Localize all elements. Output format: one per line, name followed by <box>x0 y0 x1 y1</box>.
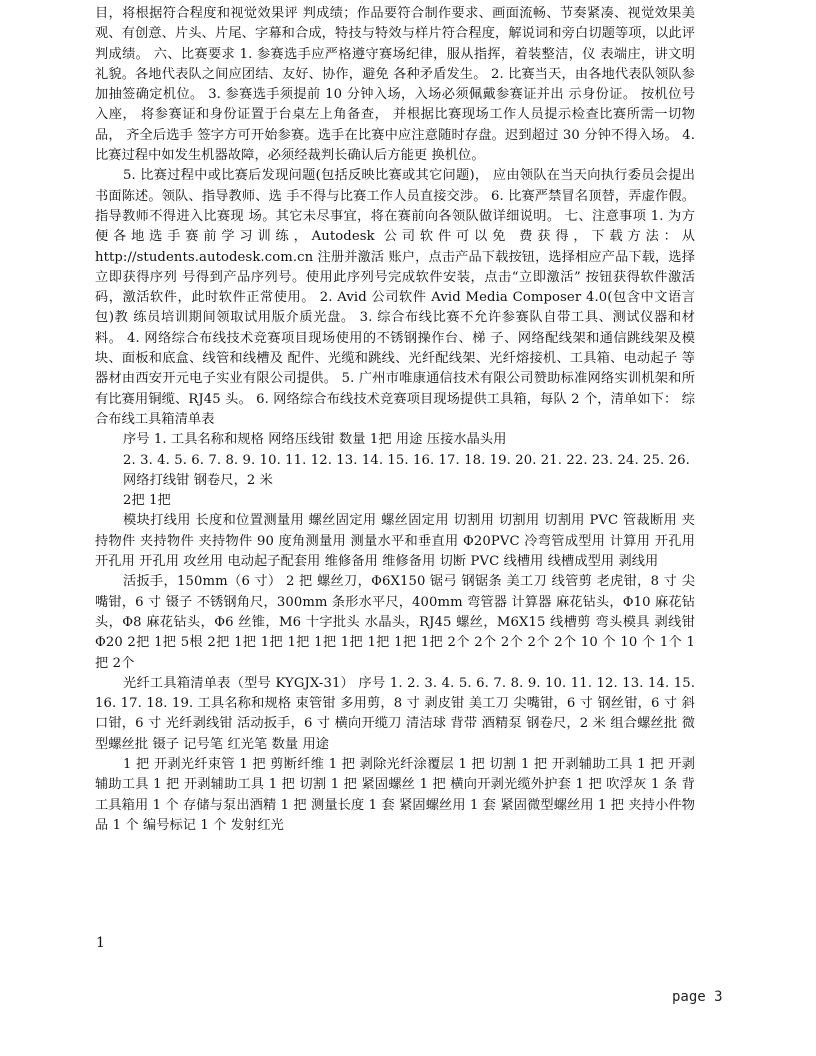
paragraph: 2把 1把 <box>123 493 171 509</box>
paragraph: 序号 1. 工具名称和规格 网络压线钳 数量 1把 用途 压接水晶头用 <box>123 432 507 448</box>
paragraph: 活扳手，150mm（6 寸） 2 把 螺丝刀，Φ6X150 锯弓 钢锯条 美工刀 线管剪 老虎钳，8 寸 尖嘴钳，6 寸 镊子 不锈钢角尺，300mm 条形水平尺，400mm 弯管器 计算器 麻花钻头，Φ10 麻花钻头，Φ8 麻花钻头，Φ6 丝锥，M6 十字批头 水晶头，RJ45 螺丝，M6X15 线槽剪 弯头模具 剥线钳 Φ20 2把 1把 5根 2把 1把 1把 1把 1把 1把 1把 1把 1把 2个 2个 2个 2个 2个 10 个 10 个 1个 1把 2个 <box>95 574 695 671</box>
paragraph: 网络打线钳 钢卷尺，2 米 <box>123 472 273 488</box>
page-number: page 3 <box>672 989 723 1005</box>
paragraph: 2. 3. 4. 5. 6. 7. 8. 9. 10. 11. 12. 13. 14. 15. 16. 17. 18. 19. 20. 21. 22. 23. 24. 25. 26. <box>123 452 690 468</box>
body-text <box>95 4 695 836</box>
paragraph: 目，将根据符合程度和视觉效果评 判成绩；作品要符合制作要求、画面流畅、节奏紧凑、视觉效果美 观、有创意、片头、片尾、字幕和合成，特技与特效与样片符合程度，解说词和旁白切题等项，以此评判成绩。 六、比赛要求 1. 参赛选手应严格遵守赛场纪律，服从指挥，着装整洁，仪 表端庄，讲文明礼貌。各地代表队之间应团结、友好、协作，避免 各种矛盾发生。 2. 比赛当天，由各地代表队领队参加抽签确定机位。 3. 参赛选手须提前 10 分钟入场，入场必须佩戴参赛证并出 示身份证。 按机位号入座， 将参赛证和身份证置于台桌左上角备查， 并根据比赛现场工作人员提示检查比赛所需一切物品， 齐全后选手 签字方可开始参赛。选手在比赛中应注意随时存盘。迟到超过 30 分钟不得入场。 4. 比赛过程中如发生机器故障，必须经裁判长确认后方能更 换机位。 <box>95 6 695 164</box>
paragraph: 1 把 开剥光纤束管 1 把 剪断纤维 1 把 剥除光纤涂覆层 1 把 切割 1 把 开剥辅助工具 1 把 开剥辅助工具 1 把 开剥辅助工具 1 把 切割 1 把 紧固螺丝 1 把 横向开剥光缆外护套 1 把 吹浮灰 1 条 背工具箱用 1 个 存储与泵出酒精 1 把 测量长度 1 套 紧固螺丝用 1 套 紧固微型螺丝用 1 把 夹持小件物品 1 个 编号标记 1 个 发射红光 <box>95 756 695 833</box>
paragraph: 光纤工具箱清单表（型号 KYGJX-31） 序号 1. 2. 3. 4. 5. 6. 7. 8. 9. 10. 11. 12. 13. 14. 15. 16. 17. 18. 19. 工具名称和规格 束管钳 多用剪，8 寸 剥皮钳 美工刀 尖嘴钳，6 寸 钢丝钳，6 寸 斜口钳，6 寸 光纤剥线钳 活动扳手，6 寸 横向开缆刀 清洁球 背带 酒精泵 钢卷尺，2 米 组合螺丝批 微型螺丝批 镊子 记号笔 红光笔 数量 用途 <box>95 675 695 752</box>
paragraph: 5. 比赛过程中或比赛后发现问题(包括反映比赛或其它问题)， 应由领队在当天向执行委员会提出书面陈述。领队、指导教师、选 手不得与比赛工作人员直接交涉。 6. 比赛严禁冒名顶替，弄虚作假。指导教师不得进入比赛现 场。其它未尽事宜，将在赛前向各领队做详细说明。 七、注意事项 1. 为方便各地选手赛前学习训练，Autodesk 公司软件可以免 费获得，下载方法：从 http://students.autodesk.com.cn 注册并激活 账户，点击产品下载按钮，选择相应产品下载，选择立即获得序列 号得到产品序列号。使用此序列号完成软件安装，点击“立即激活” 按钮获得软件激活码，激活软件，此时软件正常使用。 2. Avid 公司软件 Avid Media Composer 4.0(包含中文语言包)教 练员培训期间领取试用版介质光盘。 3. 综合布线比赛不允许参赛队自带工具、测试仪器和材料。 4. 网络综合布线技术竞赛项目现场使用的不锈钢操作台、梯 子、网络配线架和通信跳线架及模块、面板和底盒、线管和线槽及 配件、光缆和跳线、光纤配线架、光纤熔接机、工具箱、电动起子 等器材由西安开元电子实业有限公司提供。 5. 广州市唯康通信技术有限公司赞助标准网络实训机架和所 有比赛用铜缆、RJ45 头。 6. 网络综合布线技术竞赛项目现场提供工具箱，每队 2 个，清单如下： 综合布线工具箱清单表 <box>95 168 695 427</box>
paragraph: 模块打线用 长度和位置测量用 螺丝固定用 螺丝固定用 切割用 切割用 切割用 PVC 管裁断用 夹持物件 夹持物件 夹持物件 90 度角测量用 测量水平和垂直用 Φ20PVC 冷弯管成型用 计算用 开孔用 开孔用 开孔用 攻丝用 电动起子配套用 维修备用 维修备用 切断 PVC 线槽用 线槽成型用 剥线用 <box>95 513 695 570</box>
folio-number: 1 <box>96 935 105 951</box>
